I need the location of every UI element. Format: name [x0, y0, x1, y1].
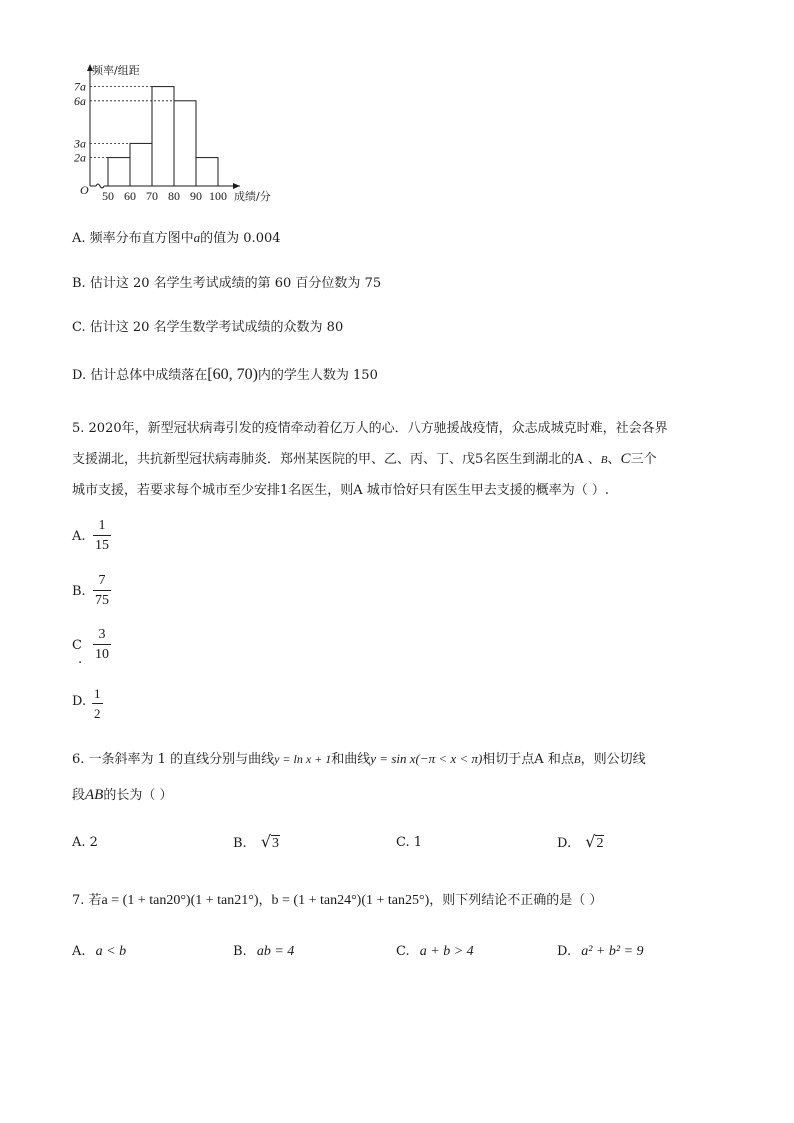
histogram-bar-60-70: [130, 143, 152, 186]
q4-option-d-post: 内的学生人数为 150: [257, 368, 378, 383]
fraction-bar: [93, 644, 111, 645]
q7-option-b-label: B.: [233, 944, 247, 959]
q4-option-a-var: a: [193, 230, 201, 245]
x-axis-label: 成绩/分: [234, 190, 271, 203]
histogram-bar-90-100: [196, 158, 218, 186]
x-tick-label-50: 50: [102, 189, 114, 203]
y-tick-label-6a: 6a: [74, 93, 86, 108]
q5-option-b-den: 75: [95, 593, 109, 608]
q5-stem-line2-post: 三个: [630, 452, 657, 467]
fraction-bar: [93, 535, 111, 536]
q6-segment: AB: [85, 787, 104, 803]
q4-option-d-pre: D. 估计总体中成绩落在: [72, 368, 208, 383]
q5-option-c-label: C: [72, 638, 82, 653]
q6-option-d-label: D.: [557, 836, 572, 851]
q4-option-a-text: A. 频率分布直方图中: [72, 231, 194, 246]
q4-option-d: [72, 364, 378, 384]
q7-expr-b: b = (1 + tan24°)(1 + tan25°): [271, 893, 430, 908]
q6-option-c: C. 1: [396, 835, 423, 850]
x-tick-label-60: 60: [124, 189, 136, 203]
histogram-bar-50-60: [108, 158, 130, 186]
x-tick-label-90: 90: [190, 189, 202, 203]
q7-option-a: [72, 944, 126, 960]
q6-curve-1: y = ln x + 1: [274, 752, 332, 766]
q5-stem-line2: [72, 448, 657, 468]
q5-option-a-fraction: [93, 518, 111, 554]
q6-stem-line2-pre: 段: [72, 788, 86, 803]
q6-stem-post: 相切于点A 和点: [482, 752, 574, 767]
q4-option-a: [72, 227, 281, 246]
q7-option-a-label: A.: [72, 944, 86, 959]
x-tick-label-80: 80: [168, 189, 180, 203]
q5-stem-line1: 5. 2020年，新型冠状病毒引发的疫情牵动着亿万人的心．八方驰援战疫情，众志成城克时难，社会各界: [72, 421, 668, 436]
q5-option-c-fraction: [93, 627, 111, 663]
frequency-histogram: [60, 58, 300, 208]
q6-stem-mid: 和曲线: [331, 752, 371, 767]
q5-option-d-fraction: [92, 686, 103, 722]
sqrt-icon: √: [585, 832, 596, 851]
q7-option-b: [233, 944, 294, 960]
q5-option-c-num: 3: [98, 627, 106, 642]
q6-stem-line2-post: 的长为（ ）: [103, 788, 173, 803]
q7-option-d-expr: a² + b² = 9: [581, 944, 644, 959]
q5-stem-line3: 城市支援，若要求每个城市至少安排1名医生，则A 城市恰好只有医生甲去支援的概率为（ ）.: [72, 483, 610, 498]
y-axis-label: 频率/组距: [92, 64, 140, 77]
q6-stem-line1: [72, 748, 646, 767]
q7-sep: ，: [258, 893, 272, 908]
q4-option-d-interval: [60, 70): [207, 366, 258, 383]
fraction-bar: [92, 703, 103, 704]
x-tick-label-70: 70: [146, 189, 158, 203]
q7-option-a-expr: a < b: [95, 944, 127, 959]
q7-option-d: [557, 944, 644, 960]
q5-stem-line2-pre: 支援湖北，共抗新型冠状病毒肺炎．郑州某医院的甲、乙、丙、丁、戊5名医生到湖北的A 、: [72, 452, 601, 467]
q6-option-b-label: B.: [233, 836, 247, 851]
y-tick-label-7a: 7a: [74, 79, 86, 94]
origin-label: O: [80, 183, 89, 197]
q5-option-c-den: 10: [95, 647, 109, 662]
q5-sep: 、: [607, 452, 621, 467]
sqrt-icon: √: [260, 832, 272, 851]
q7-option-c-label: C.: [396, 944, 410, 959]
q6-option-d-radicand: 2: [596, 836, 604, 851]
q5-option-d-num: 1: [94, 686, 101, 701]
q6-option-b: [233, 832, 280, 852]
y-tick-label-3a: 3a: [74, 136, 86, 151]
q6-option-b-radicand: 3: [272, 836, 280, 851]
q5-option-a-num: 1: [98, 518, 106, 533]
q4-option-a-tail: 的值为 0.004: [200, 231, 281, 246]
q5-city-c: C: [620, 451, 631, 467]
q5-option-b-fraction: [93, 573, 111, 609]
x-tick-label-100: 100: [209, 189, 227, 203]
q5-option-c-dot: .: [78, 652, 83, 667]
fraction-bar: [93, 590, 111, 591]
q5-option-b-label: B.: [72, 584, 86, 599]
q5-option-d-label: D.: [72, 694, 87, 709]
q7-option-c: [396, 944, 474, 960]
q4-option-c: C. 估计这 20 名学生数学考试成绩的众数为 80: [72, 320, 344, 335]
x-axis-arrow-icon: [233, 183, 240, 189]
q5-option-a-den: 15: [95, 538, 109, 553]
q5-city-b: B: [600, 454, 608, 466]
q7-expr-a: a = (1 + tan20°)(1 + tan21°): [101, 893, 259, 908]
y-tick-label-2a: 2a: [74, 150, 86, 165]
q5-option-a-label: A.: [72, 529, 86, 544]
q7-stem-post: ，则下列结论不正确的是（ ）: [429, 893, 603, 908]
q7-option-c-expr: a + b > 4: [419, 944, 474, 959]
q7-stem-pre: 7. 若: [72, 893, 102, 908]
histogram-bar-80-90: [174, 101, 196, 186]
q6-option-d: [557, 832, 604, 852]
q5-option-d-den: 2: [94, 706, 101, 721]
q5-option-b-num: 7: [98, 573, 106, 588]
q6-point-b: B: [573, 754, 581, 766]
q6-stem-line2: [72, 784, 172, 804]
q6-option-a: A. 2: [72, 835, 98, 850]
q4-option-b: B. 估计这 20 名学生考试成绩的第 60 百分位数为 75: [72, 276, 382, 291]
q6-stem-pre: 6. 一条斜率为 1 的直线分别与曲线: [72, 752, 275, 767]
q6-stem-end: ，则公切线: [580, 752, 646, 767]
q6-curve-2: y = sin x(−π < x < π): [370, 751, 483, 766]
q7-option-d-label: D.: [557, 944, 572, 959]
q7-option-b-expr: ab = 4: [256, 944, 295, 959]
histogram-bar-70-80: [152, 87, 174, 186]
q7-stem: [72, 889, 602, 909]
